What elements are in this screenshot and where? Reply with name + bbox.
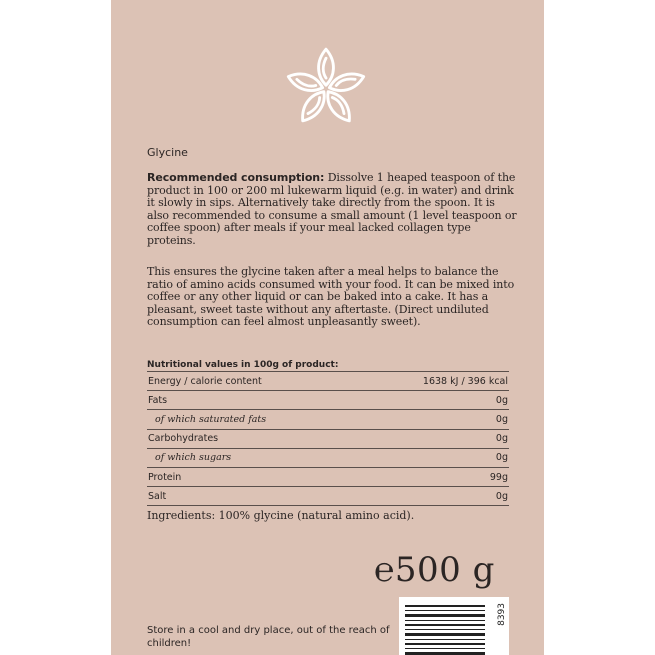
nutrient-label: Salt bbox=[147, 487, 357, 506]
nutrient-label: Protein bbox=[147, 467, 357, 486]
consumption-paragraph bbox=[147, 172, 517, 248]
table-row bbox=[147, 429, 509, 448]
nutrient-value: 0g bbox=[357, 429, 509, 448]
nutrition-table bbox=[147, 371, 509, 506]
table-row bbox=[147, 391, 509, 410]
storage-note: Store in a cool and dry place, out of the reach of children! bbox=[147, 625, 390, 649]
table-row bbox=[147, 448, 509, 467]
barcode-number: 8393 bbox=[497, 603, 507, 626]
nutrient-value: 0g bbox=[357, 391, 509, 410]
nutrient-value: 1638 kJ / 396 kcal bbox=[357, 372, 509, 391]
consumption-label: Recommended consumption: bbox=[147, 171, 325, 184]
nutrient-value: 0g bbox=[357, 487, 509, 506]
flower-logo-icon bbox=[281, 42, 371, 132]
table-row bbox=[147, 410, 509, 429]
nutrient-value: 0g bbox=[357, 448, 509, 467]
nutrition-heading: Nutritional values in 100g of product: bbox=[147, 360, 339, 370]
nutrient-label: Fats bbox=[147, 391, 357, 410]
product-title: Glycine bbox=[147, 146, 188, 159]
nutrient-label: Carbohydrates bbox=[147, 429, 357, 448]
table-row bbox=[147, 372, 509, 391]
table-row bbox=[147, 487, 509, 506]
nutrient-label: of which saturated fats bbox=[147, 410, 357, 429]
ingredients-text: Ingredients: 100% glycine (natural amino acid). bbox=[147, 509, 415, 522]
nutrient-value: 99g bbox=[357, 467, 509, 486]
balance-paragraph: This ensures the glycine taken after a meal helps to balance the ratio of amino acids consumed with your food. It can be mixed into coffee or any other liquid or can be baked into a cake. It has a pleasant, sweet taste without any aftertaste. (Direct undiluted consumption can feel almost unpleasantly sweet). bbox=[147, 265, 515, 329]
nutrient-label: of which sugars bbox=[147, 448, 357, 467]
net-weight: ℮500 g bbox=[374, 550, 495, 590]
label-panel bbox=[111, 0, 544, 655]
barcode-lines-icon bbox=[399, 597, 509, 655]
barcode bbox=[399, 597, 509, 655]
nutrient-value: 0g bbox=[357, 410, 509, 429]
consumption-text: Dissolve 1 heaped teaspoon of the product in 100 or 200 ml lukewarm liquid (e.g. in water) and drink it slowly in sips. Alternatively take directly from the spoon. It is also recommended to consume a small amount (1 level teaspoon or coffee spoon) after meals if your meal lacked collagen type proteins. bbox=[147, 171, 517, 247]
table-row bbox=[147, 467, 509, 486]
nutrient-label: Energy / calorie content bbox=[147, 372, 357, 391]
